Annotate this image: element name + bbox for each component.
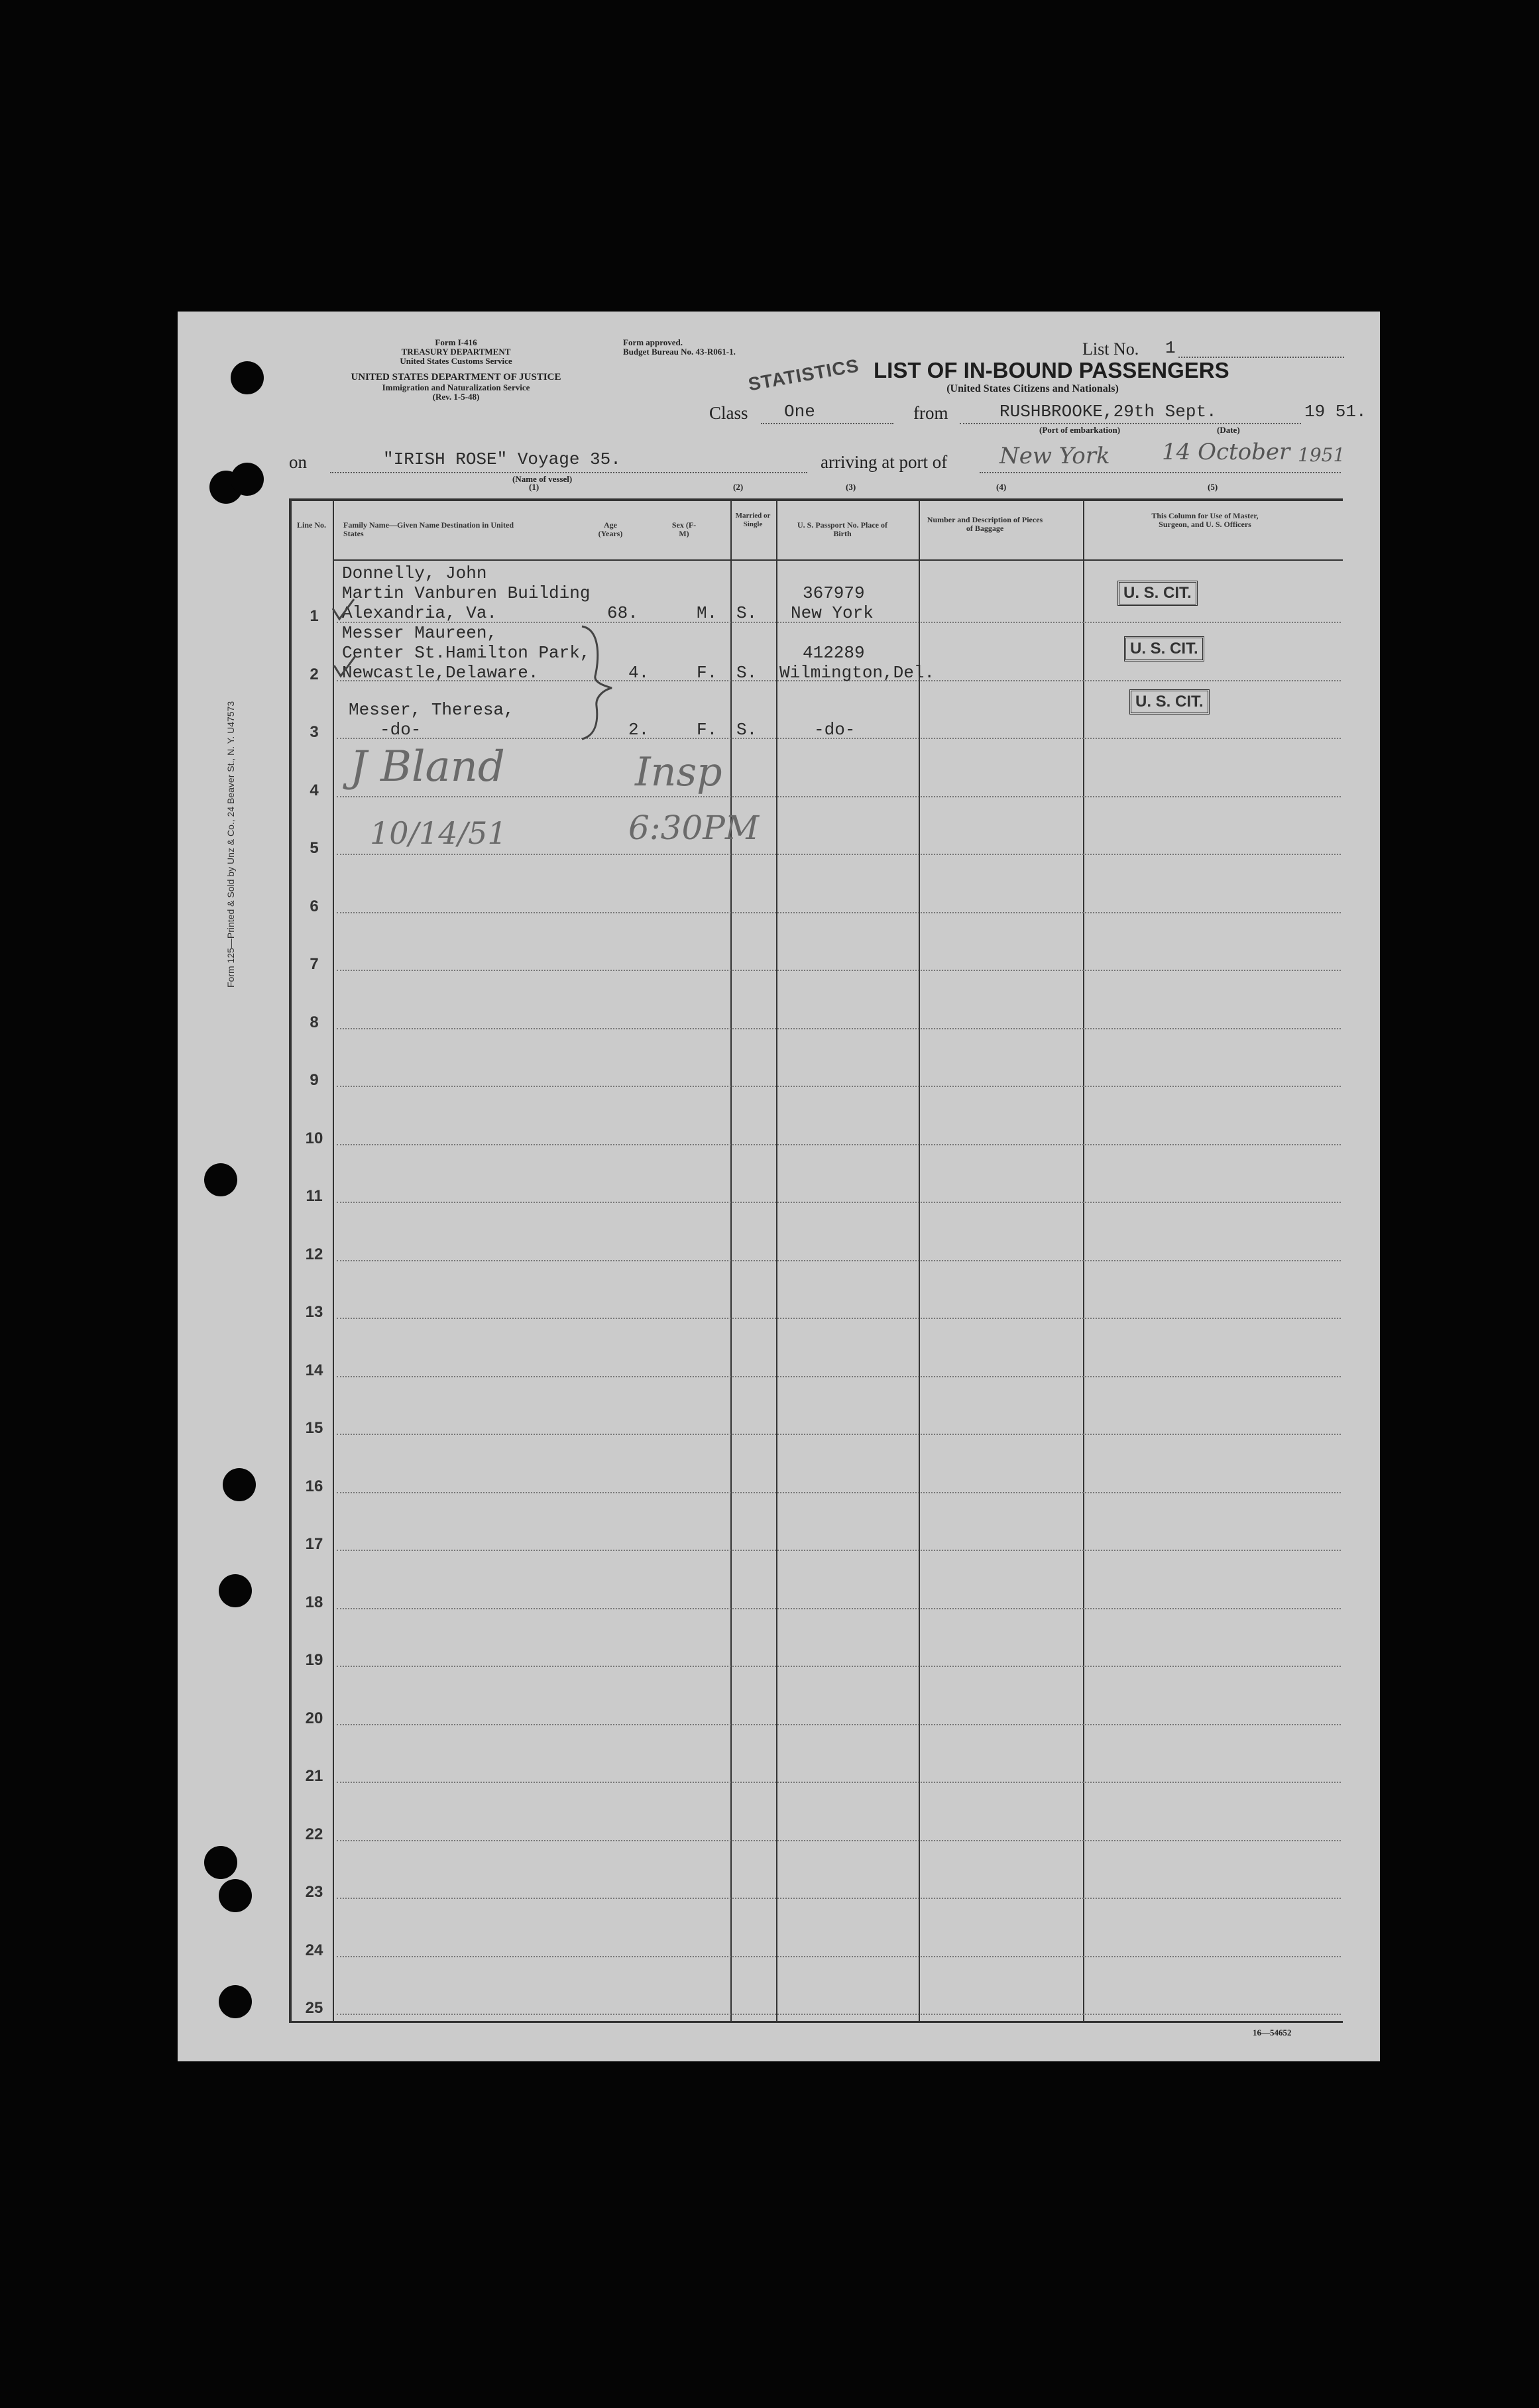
- col-header-name: Family Name—Given Name Destination in United States: [343, 520, 514, 538]
- line-number: 18: [305, 1593, 323, 1611]
- row-dotted-line: [337, 1782, 1341, 1783]
- passenger-name: Donnelly, John: [342, 563, 487, 583]
- arrival-date: 14 October: [1162, 439, 1290, 465]
- form-number: Form I-416: [435, 337, 477, 347]
- passenger-name: Messer Maureen,: [342, 623, 498, 643]
- passenger-sex: M.: [697, 603, 718, 623]
- row-dotted-line: [337, 1492, 1341, 1493]
- binder-hole: [219, 1879, 252, 1912]
- row-dotted-line: [337, 1028, 1341, 1029]
- row-dotted-line: [337, 1956, 1341, 1957]
- passenger-age: 68.: [607, 603, 638, 623]
- line-number: 25: [305, 1999, 323, 2017]
- passenger-address: Center St.Hamilton Park,: [342, 643, 591, 663]
- row-dotted-line: [337, 1840, 1341, 1841]
- port-of-embarkation: RUSHBROOKE,29th Sept.: [999, 402, 1217, 422]
- line-number: 8: [310, 1013, 319, 1031]
- line-number: 20: [305, 1709, 323, 1727]
- form-approved: Form approved.: [623, 337, 683, 347]
- col-header-age: Age (Years): [598, 520, 623, 538]
- row-dotted-line: [337, 2014, 1341, 2015]
- passenger-sex: F.: [697, 663, 718, 683]
- family-brace: [575, 623, 628, 742]
- line-number: 11: [306, 1187, 323, 1205]
- header-bottom-rule: [333, 559, 1343, 561]
- passenger-name: Messer, Theresa,: [349, 700, 514, 720]
- binder-hole: [223, 1468, 256, 1501]
- line-number: 21: [305, 1767, 323, 1785]
- line-number: 15: [305, 1419, 323, 1437]
- passenger-list-sheet: [178, 312, 1380, 2061]
- printer-imprint: Form 125—Printed & Sold by Unz & Co., 24 Beaver St., N. Y. U47573: [225, 701, 236, 988]
- row-dotted-line: [337, 1550, 1341, 1551]
- binder-hole: [231, 463, 264, 496]
- row-dotted-line: [337, 854, 1341, 855]
- row-dotted-line: [337, 1086, 1341, 1087]
- from-dots: [960, 423, 1301, 424]
- line-number: 16: [305, 1477, 323, 1495]
- line-number: 13: [305, 1303, 323, 1321]
- document-subtitle: (United States Citizens and Nationals): [946, 383, 1119, 394]
- passenger-married: S.: [736, 603, 758, 623]
- class-value: One: [784, 402, 815, 422]
- birthplace: -do-: [814, 720, 856, 740]
- budget-bureau: Budget Bureau No. 43-R061-1.: [623, 347, 736, 357]
- col-number: (3): [846, 482, 856, 492]
- line-number: 17: [305, 1535, 323, 1553]
- passenger-destination: -do-: [380, 720, 422, 740]
- vessel-dots: [330, 472, 807, 473]
- table-top-rule: [289, 498, 1343, 501]
- line-number: 9: [310, 1071, 319, 1089]
- col-header-officers: This Column for Use of Master, Surgeon, and U. S. Officers: [1151, 511, 1259, 529]
- customs-service: United States Customs Service: [400, 356, 512, 366]
- embark-year: 19 51.: [1304, 402, 1367, 422]
- vessel-name: "IRISH ROSE" Voyage 35.: [383, 449, 621, 469]
- line-number: 14: [305, 1361, 323, 1379]
- binder-hole: [204, 1846, 237, 1879]
- line-number: 10: [305, 1129, 323, 1147]
- line-number: 1: [310, 607, 319, 625]
- line-number: 4: [310, 781, 319, 799]
- us-cit-stamp: U. S. CIT.: [1124, 636, 1204, 661]
- col-header-sex: Sex (F-M): [671, 520, 697, 538]
- col-header-passport: U. S. Passport No. Place of Birth: [797, 520, 887, 538]
- inspection-date: 10/14/51: [370, 815, 507, 851]
- row-dotted-line: [337, 1376, 1341, 1377]
- ins-service: Immigration and Naturalization Service: [382, 382, 530, 392]
- passenger-age: 2.: [628, 720, 650, 740]
- class-label: Class: [709, 403, 748, 423]
- binder-hole: [231, 361, 264, 394]
- line-number: 7: [310, 955, 319, 973]
- passenger-destination: Newcastle,Delaware.: [342, 663, 539, 683]
- col-divider: [333, 498, 334, 2023]
- row-dotted-line: [337, 796, 1341, 797]
- inspection-time: 6:30PM: [628, 809, 760, 847]
- list-no-value: 1: [1165, 338, 1176, 358]
- birthplace: New York: [791, 603, 874, 623]
- passenger-age: 4.: [628, 663, 650, 683]
- list-no-label: List No.: [1082, 339, 1139, 359]
- line-number: 6: [310, 897, 319, 915]
- row-dotted-line: [337, 1260, 1341, 1261]
- binder-hole: [219, 1574, 252, 1607]
- row-dotted-line: [337, 1898, 1341, 1899]
- justice-dept: UNITED STATES DEPARTMENT OF JUSTICE: [351, 372, 561, 382]
- row-dotted-line: [337, 912, 1341, 913]
- passport-number: 367979: [803, 583, 865, 603]
- row-dotted-line: [337, 1144, 1341, 1145]
- treasury-dept: TREASURY DEPARTMENT: [401, 347, 511, 357]
- line-number: 5: [310, 839, 319, 857]
- col-header-baggage: Number and Description of Pieces of Baggage: [927, 515, 1043, 533]
- passenger-sex: F.: [697, 720, 718, 740]
- passenger-address: Martin Vanburen Building: [342, 583, 591, 603]
- inspector-title: Insp: [635, 749, 722, 795]
- col-header-married: Married or Single: [735, 512, 771, 528]
- row-dotted-line: [337, 1202, 1341, 1203]
- line-number: 2: [310, 665, 319, 683]
- revision: (Rev. 1-5-48): [432, 392, 480, 402]
- document-title: LIST OF IN-BOUND PASSENGERS: [874, 358, 1229, 382]
- from-label: from: [913, 403, 948, 423]
- footer-code: 16—54652: [1253, 2028, 1292, 2037]
- row-dotted-line: [337, 1318, 1341, 1319]
- statistics-stamp: STATISTICS: [746, 355, 861, 395]
- binder-hole: [204, 1163, 237, 1196]
- date-caption: (Date): [1217, 425, 1240, 435]
- col-number: (5): [1208, 482, 1218, 492]
- passenger-destination: Alexandria, Va.: [342, 603, 498, 623]
- row-dotted-line: [337, 1666, 1341, 1667]
- arrival-year: 1951: [1298, 444, 1345, 466]
- birthplace: Wilmington,Del.: [779, 663, 935, 683]
- on-label: on: [289, 452, 307, 472]
- line-number: 22: [305, 1825, 323, 1843]
- us-cit-stamp: U. S. CIT.: [1117, 581, 1198, 606]
- inspector-signature: J Bland: [350, 742, 505, 791]
- col-number: (2): [733, 482, 744, 492]
- row-dotted-line: [337, 1608, 1341, 1609]
- arrival-dots: [980, 472, 1341, 473]
- vessel-caption: (Name of vessel): [512, 474, 573, 484]
- check-mark: [330, 597, 357, 623]
- passenger-married: S.: [736, 720, 758, 740]
- table-bottom-rule: [289, 2021, 1343, 2023]
- row-dotted-line: [337, 970, 1341, 971]
- arriving-label: arriving at port of: [821, 452, 948, 472]
- binder-hole: [219, 1985, 252, 2018]
- col-number: (4): [996, 482, 1007, 492]
- line-number: 19: [305, 1651, 323, 1669]
- passport-number: 412289: [803, 643, 865, 663]
- arrival-port: New York: [999, 443, 1110, 469]
- line-number: 3: [310, 723, 319, 741]
- line-number: 12: [305, 1245, 323, 1263]
- col-header-line-no: Line No.: [296, 520, 326, 530]
- col-number-name: (1): [529, 482, 540, 492]
- line-number: 23: [305, 1883, 323, 1901]
- class-dots: [761, 423, 893, 424]
- table-left-rule: [289, 498, 292, 2023]
- row-dotted-line: [337, 1434, 1341, 1435]
- passenger-married: S.: [736, 663, 758, 683]
- row-dotted-line: [337, 1724, 1341, 1725]
- us-cit-stamp: U. S. CIT.: [1129, 689, 1210, 715]
- port-caption: (Port of embarkation): [1039, 425, 1121, 435]
- check-mark: [331, 654, 358, 680]
- line-number: 24: [305, 1941, 323, 1959]
